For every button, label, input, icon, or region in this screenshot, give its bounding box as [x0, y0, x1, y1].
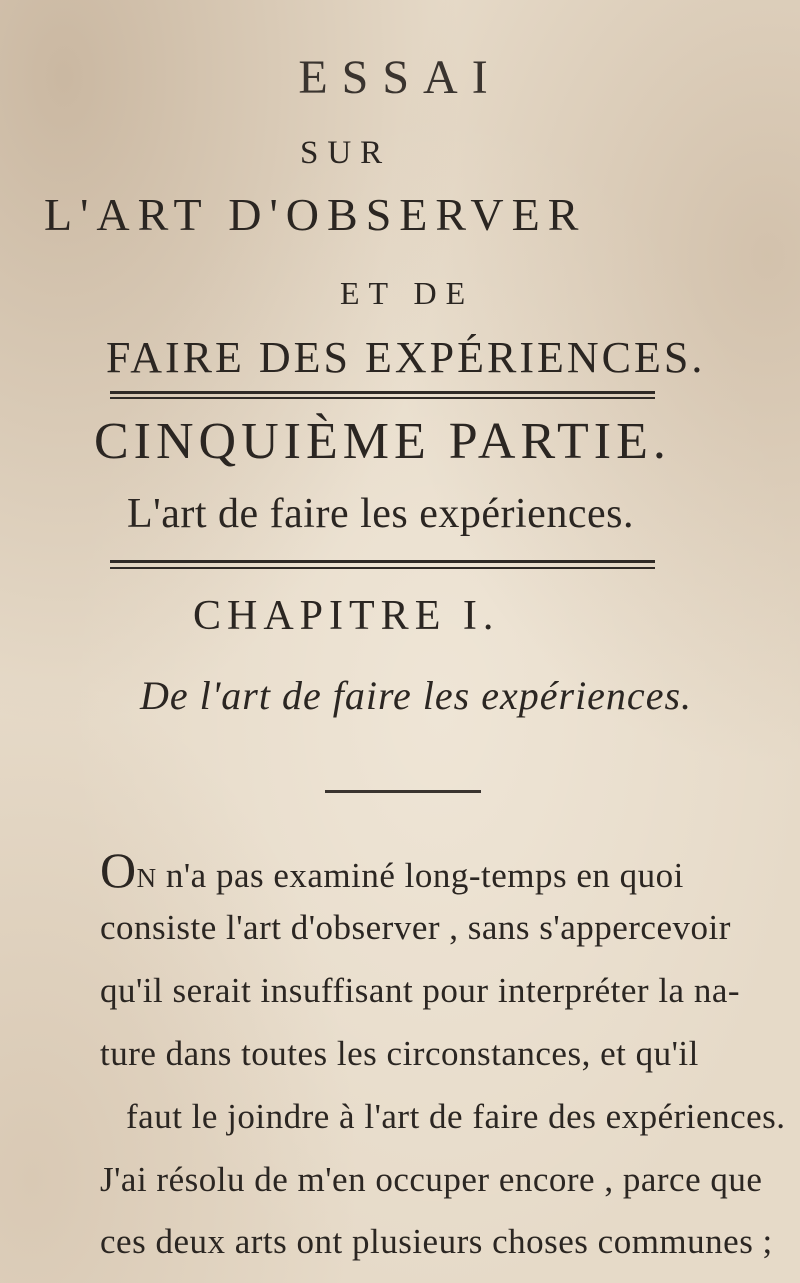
chapter-title: De l'art de faire les expériences.	[140, 673, 693, 718]
body-first-line	[100, 842, 684, 898]
title-et-de: ET DE	[340, 275, 475, 311]
middle-double-rule-lower	[110, 567, 655, 569]
body-line: J'ai résolu de m'en occuper encore , parce que	[100, 1160, 763, 1199]
title-line-faire-experiences: FAIRE DES EXPÉRIENCES.	[106, 333, 706, 382]
first-line-rest: n'a pas examiné long-temps en quoi	[156, 856, 684, 895]
running-title: ESSAI	[298, 51, 502, 104]
body-line: ces deux arts ont plusieurs choses communes ;	[100, 1222, 773, 1261]
drop-cap: O	[100, 842, 137, 898]
title-line-art-observer: L'ART D'OBSERVER	[44, 189, 587, 240]
part-title: CINQUIÈME PARTIE.	[94, 413, 671, 470]
body-line: consiste l'art d'observer , sans s'appercevoir	[100, 908, 731, 947]
top-double-rule-lower	[110, 397, 655, 399]
small-cap: N	[136, 863, 157, 893]
ornamental-rule	[325, 790, 481, 793]
chapter-label: CHAPITRE I.	[193, 593, 500, 639]
top-double-rule-upper	[110, 391, 655, 394]
middle-double-rule-upper	[110, 560, 655, 563]
body-line: faut le joindre à l'art de faire des expériences.	[126, 1097, 786, 1136]
title-sur: SUR	[300, 135, 392, 171]
body-line: qu'il serait insuffisant pour interpréter la na-	[100, 971, 741, 1010]
part-subtitle: L'art de faire les expériences.	[127, 491, 634, 537]
body-line: ture dans toutes les circonstances, et qu'il	[100, 1034, 699, 1073]
